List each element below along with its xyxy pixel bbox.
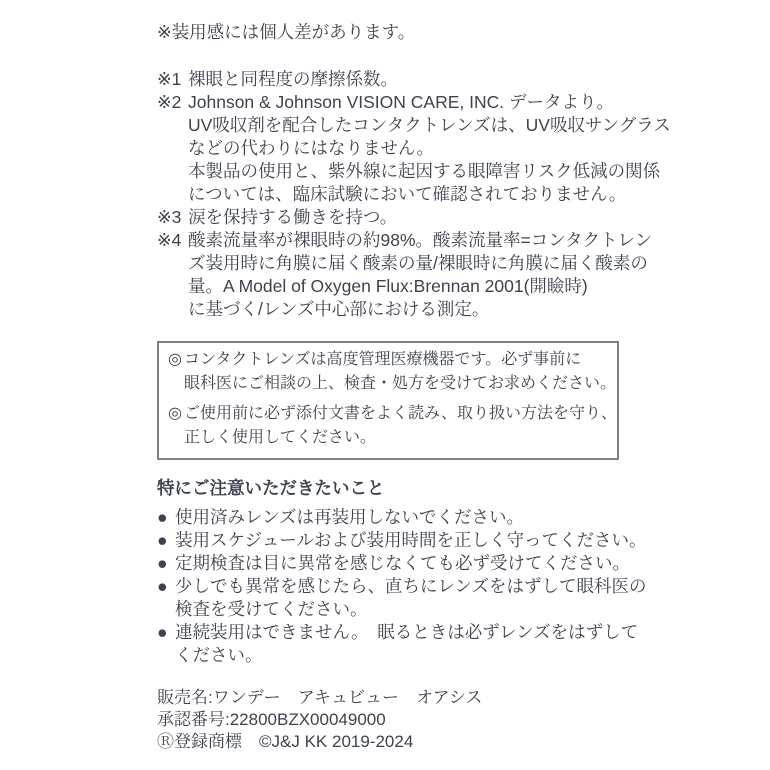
text-line: 涙を保持する働きを持つ。 [188, 207, 398, 227]
text-line: 酸素流量率が裸眼時の約98%。酸素流量率=コンタクトレン [188, 230, 653, 250]
footnote-4 [157, 229, 653, 321]
footnote-1-marker: ※1 [157, 69, 182, 89]
bullet-icon: ● [157, 622, 168, 642]
caution-item-3-body [175, 552, 630, 575]
product-name: 販売名:ワンデー アキュビュー オアシス [157, 688, 483, 707]
text-line: ご使用前に必ず添付文書をよく読み、取り扱い方法を守り、 [184, 405, 617, 422]
bullet-icon: ● [157, 576, 168, 596]
caution-item-1-body [175, 506, 524, 529]
caution-item-4 [157, 575, 647, 621]
text-line: 少しでも異常を感じたら、直ちにレンズをはずして眼科医の [175, 576, 647, 596]
text-line: に基づく/レンズ中心部における測定。 [188, 299, 490, 319]
text-line: ください。 [175, 645, 263, 665]
footnote-2-marker: ※2 [157, 92, 182, 112]
footnote-2 [157, 91, 671, 206]
notice-2-marker: ◎ [168, 405, 182, 422]
caution-heading: 特にご注意いただきたいこと [157, 478, 385, 498]
footnote-1 [157, 68, 635, 91]
text-line: については、臨床試験において確認されておりません。 [188, 184, 627, 204]
caution-item-5 [157, 621, 639, 667]
footnote-4-marker: ※4 [157, 230, 182, 250]
text-line: 量。A Model of Oxygen Flux:Brennan 2001(開瞼時) [188, 276, 588, 296]
caution-item-2-body [175, 529, 646, 552]
bullet-icon: ● [157, 530, 168, 550]
text-line: 連続装用はできません。 眠るときは必ずレンズをはずして [175, 622, 639, 642]
notice-consult-doctor [168, 348, 617, 396]
notice-1-body [184, 348, 616, 396]
bullet-icon: ● [157, 507, 168, 527]
caution-item-3 [157, 552, 635, 575]
text-line: ズ装用時に角膜に届く酸素の量/裸眼時に角膜に届く酸素の [188, 253, 648, 273]
text-line: などの代わりにはなりません。 [188, 138, 435, 158]
caution-item-1 [157, 506, 635, 529]
text-line: 裸眼と同程度の摩擦係数。 [188, 69, 398, 89]
notice-1-marker: ◎ [168, 351, 182, 368]
approval-number: 承認番号:22800BZX00049000 [157, 710, 386, 729]
text-line: 検査を受けてください。 [175, 599, 368, 619]
caution-item-4-body [175, 575, 647, 621]
text-line: Johnson & Johnson VISION CARE, INC. データより。 [188, 92, 614, 112]
footnote-1-body [188, 68, 398, 91]
notice-read-instructions [168, 402, 617, 450]
text-line: UV吸収剤を配合したコンタクトレンズは、UV吸収サングラス [188, 115, 671, 135]
medical-device-notice-box [157, 341, 619, 460]
text-line: コンタクトレンズは高度管理医療機器です。必ず事前に [184, 351, 582, 368]
text-line: 本製品の使用と、紫外線に起因する眼障害リスク低減の関係 [188, 161, 661, 181]
text-line: 正しく使用してください。 [184, 429, 377, 446]
footnote-4-body [188, 229, 652, 321]
product-footer [157, 687, 635, 753]
text-line: 装用スケジュールおよび装用時間を正しく守ってください。 [175, 530, 647, 550]
caution-item-5-body [175, 621, 638, 667]
text-line: 眼科医にご相談の上、検査・処方を受けてお求めください。 [184, 375, 617, 392]
footnotes-list [157, 68, 671, 321]
bullet-icon: ● [157, 553, 168, 573]
trademark-copyright: Ⓡ登録商標 ©J&J KK 2019-2024 [157, 732, 414, 751]
footnote-3-marker: ※3 [157, 207, 182, 227]
caution-item-2 [157, 529, 647, 552]
footnote-3-body [188, 206, 397, 229]
fit-variation-note: ※装用感には個人差があります。 [157, 22, 416, 42]
text-line: 使用済みレンズは再装用しないでください。 [175, 507, 525, 527]
text-column [157, 21, 671, 753]
footnote-2-body [188, 91, 671, 206]
text-line: 定期検査は目に異常を感じなくても必ず受けてください。 [175, 553, 630, 573]
footnote-3 [157, 206, 635, 229]
notice-2-body [184, 402, 617, 450]
caution-list [157, 506, 647, 667]
